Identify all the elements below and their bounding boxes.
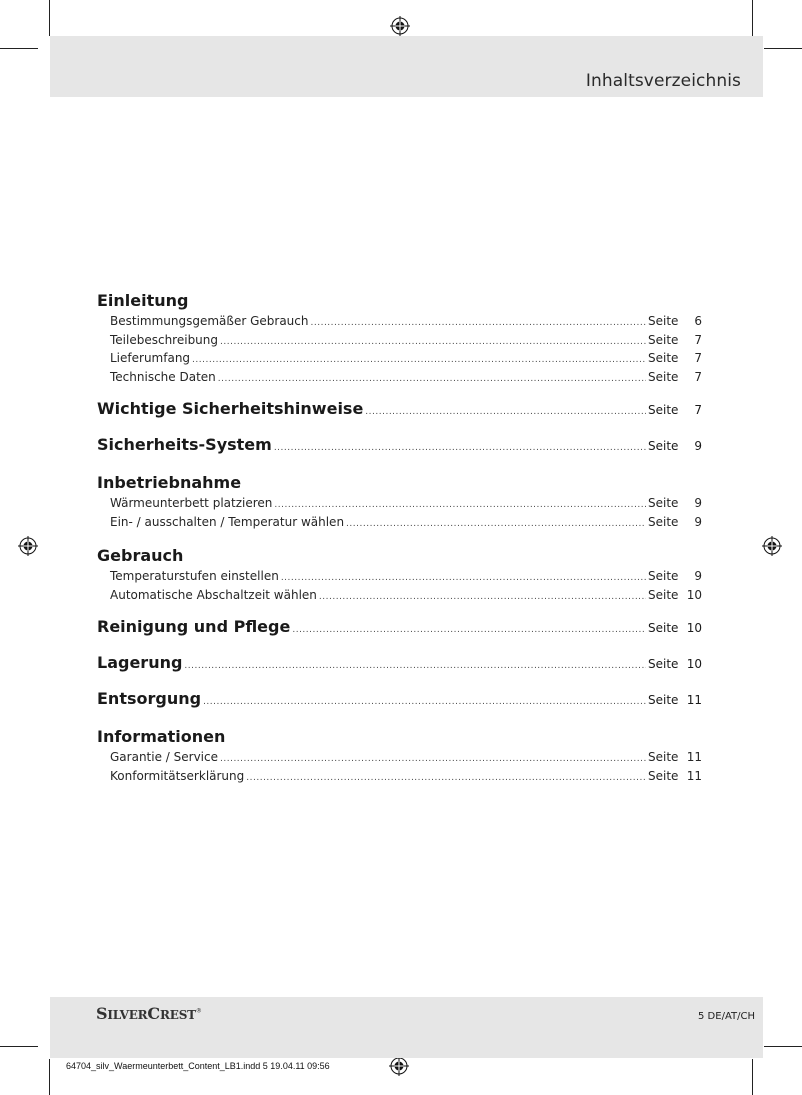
toc-section-entry[interactable]	[97, 614, 702, 640]
toc-seite-label: Seite	[648, 693, 679, 707]
toc-leader-dots	[203, 689, 646, 715]
crop-mark	[49, 0, 50, 36]
toc-entry[interactable]	[97, 312, 702, 331]
toc-section-entry[interactable]	[97, 650, 702, 676]
page-title: Inhaltsverzeichnis	[585, 71, 741, 91]
toc-page-number: 7	[694, 351, 702, 365]
toc-page-number: 7	[694, 369, 702, 384]
toc-seite-label: Seite	[648, 439, 679, 453]
registration-mark-icon	[18, 536, 38, 556]
toc-entry[interactable]	[97, 494, 702, 513]
toc-entry[interactable]	[97, 349, 702, 368]
registration-mark-icon	[762, 536, 782, 556]
crop-mark	[764, 1046, 802, 1047]
toc-seite-label: Seite	[648, 369, 679, 384]
toc-seite-label: Seite	[648, 332, 679, 347]
toc-entry[interactable]	[97, 567, 702, 586]
toc-seite-label: Seite	[648, 621, 679, 635]
crop-mark	[752, 1059, 753, 1095]
toc-section-title: Informationen	[97, 727, 226, 746]
toc-leader-dots	[218, 370, 646, 389]
toc-entry-label: Technische Daten	[110, 369, 216, 384]
toc-section-entry[interactable]	[97, 432, 702, 458]
crop-mark	[0, 48, 38, 49]
toc-leader-dots	[246, 769, 646, 788]
toc-leader-dots	[220, 750, 646, 769]
toc-section-title: Wichtige Sicherheitshinweise	[97, 399, 364, 418]
toc-seite-label: Seite	[648, 403, 679, 417]
toc-leader-dots	[311, 314, 647, 333]
toc-section-title: Gebrauch	[97, 546, 184, 565]
toc-page-number: 11	[686, 750, 702, 764]
registration-mark-icon	[389, 1056, 409, 1076]
print-slug: 64704_silv_Waermeunterbett_Content_LB1.indd 5 19.04.11 09:56	[66, 1061, 330, 1071]
toc-section-title: Entsorgung	[97, 689, 202, 708]
toc-entry-label: Automatische Abschaltzeit wählen	[110, 587, 317, 602]
toc-leader-dots	[192, 351, 646, 370]
toc-page-number: 9	[694, 496, 702, 510]
toc-entry-label: Garantie / Service	[110, 750, 218, 764]
toc-leader-dots	[220, 333, 646, 352]
toc-seite-label: Seite	[648, 768, 679, 783]
toc-section-title: Reinigung und Pflege	[97, 617, 291, 636]
toc-entry[interactable]	[97, 586, 702, 605]
toc-page-number: 10	[686, 621, 702, 635]
toc-seite-label: Seite	[648, 750, 679, 764]
toc-seite-label: Seite	[648, 314, 679, 328]
toc-entry-label: Teilebeschreibung	[110, 332, 219, 347]
toc-page-number: 6	[694, 314, 702, 328]
toc-leader-dots	[281, 569, 646, 588]
toc-page-number: 7	[694, 332, 702, 347]
toc-page-number: 10	[686, 657, 702, 671]
toc-section-title: Einleitung	[97, 291, 189, 310]
toc-leader-dots	[346, 515, 646, 534]
toc-seite-label: Seite	[648, 496, 679, 510]
toc-seite-label: Seite	[648, 657, 679, 671]
crop-mark	[764, 48, 802, 49]
toc-entry[interactable]	[97, 748, 702, 767]
toc-entry-label: Konformitätserklärung	[110, 768, 245, 783]
registration-mark-icon	[390, 16, 410, 36]
toc-page-number: 9	[694, 439, 702, 453]
toc-section-title: Sicherheits-System	[97, 435, 272, 454]
toc-entry[interactable]	[97, 331, 702, 350]
toc-page-number: 11	[686, 768, 702, 783]
toc-page-number: 11	[686, 693, 702, 707]
toc-page-number: 10	[686, 587, 702, 602]
toc-leader-dots	[292, 617, 646, 643]
toc-section-title: Inbetriebnahme	[97, 473, 242, 492]
table-of-contents	[97, 290, 702, 785]
toc-leader-dots	[184, 653, 646, 679]
toc-seite-label: Seite	[648, 569, 679, 583]
crop-mark	[49, 1059, 50, 1095]
toc-seite-label: Seite	[648, 514, 679, 529]
toc-leader-dots	[319, 588, 646, 607]
toc-page-number: 9	[694, 514, 702, 529]
toc-section-title: Lagerung	[97, 653, 183, 672]
crop-mark	[0, 1046, 38, 1047]
toc-page-number: 7	[694, 403, 702, 417]
crop-mark	[752, 0, 753, 36]
toc-entry-label: Lieferumfang	[110, 351, 191, 365]
toc-seite-label: Seite	[648, 351, 679, 365]
toc-entry-label: Ein- / ausschalten / Temperatur wählen	[110, 514, 345, 529]
toc-entry[interactable]	[97, 368, 702, 387]
toc-section-entry[interactable]	[97, 396, 702, 422]
toc-entry-label: Wärmeunterbett platzieren	[110, 496, 273, 510]
brand-logo: SILVERCREST®	[96, 1004, 202, 1023]
toc-entry[interactable]	[97, 767, 702, 786]
page-number: 5 DE/AT/CH	[698, 1011, 755, 1022]
toc-entry-label: Bestimmungsgemäßer Gebrauch	[110, 314, 309, 328]
toc-leader-dots	[274, 435, 646, 461]
toc-section-entry[interactable]	[97, 686, 702, 712]
toc-entry[interactable]	[97, 513, 702, 532]
toc-seite-label: Seite	[648, 587, 679, 602]
toc-page-number: 9	[694, 569, 702, 583]
toc-entry-label: Temperaturstufen einstellen	[110, 569, 279, 583]
toc-leader-dots	[365, 399, 646, 425]
